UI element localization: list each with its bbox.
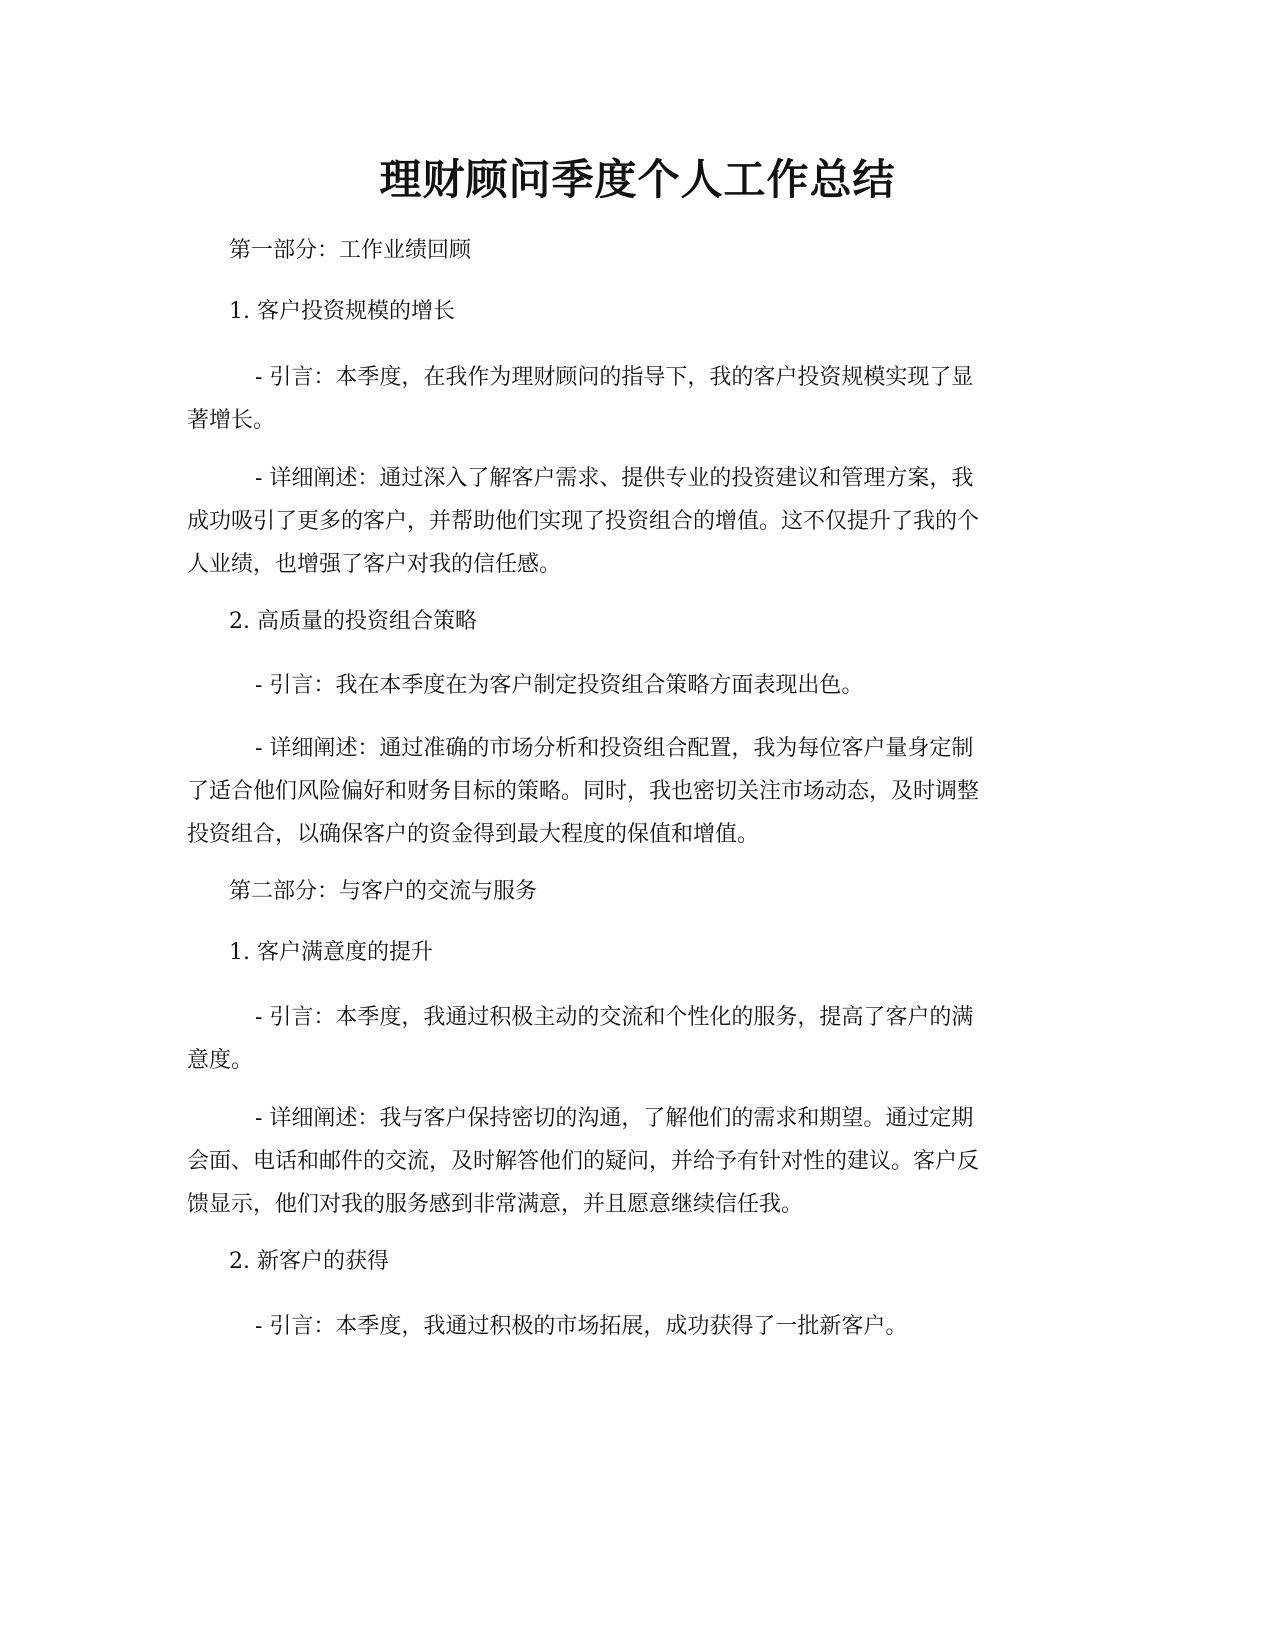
paragraph-line: 会面、电话和邮件的交流，及时解答他们的疑问，并给予有针对性的建议。客户反 [187, 1149, 980, 1174]
paragraph-2-1-detail [187, 1097, 1087, 1226]
subsection-label-1-2: 2. 高质量的投资组合策略 [229, 609, 477, 634]
paragraph-line: - 引言：本季度，在我作为理财顾问的指导下，我的客户投资规模实现了显 [255, 365, 974, 390]
section-heading-part2: 第二部分：与客户的交流与服务 [229, 879, 538, 904]
subsection-label-1-1: 1. 客户投资规模的增长 [229, 299, 455, 324]
paragraph-line: 人业绩，也增强了客户对我的信任感。 [187, 552, 562, 577]
paragraph-line: 投资组合，以确保客户的资金得到最大程度的保值和增值。 [187, 822, 760, 847]
paragraph-line: 馈显示，他们对我的服务感到非常满意，并且愿意继续信任我。 [187, 1192, 804, 1217]
paragraph-line: 了适合他们风险偏好和财务目标的策略。同时，我也密切关注市场动态，及时调整 [187, 779, 980, 804]
paragraph-line: 著增长。 [187, 408, 276, 433]
paragraph-line: - 引言：本季度，我通过积极的市场拓展，成功获得了一批新客户。 [255, 1314, 908, 1339]
document-title: 理财顾问季度个人工作总结 [379, 155, 896, 204]
paragraph-line: - 详细阐述：我与客户保持密切的沟通，了解他们的需求和期望。通过定期 [255, 1106, 974, 1131]
paragraph-1-2-intro [187, 664, 1087, 707]
paragraph-line: 成功吸引了更多的客户，并帮助他们实现了投资组合的增值。这不仅提升了我的个 [187, 509, 980, 534]
paragraph-1-1-detail [187, 457, 1087, 586]
paragraph-line: - 详细阐述：通过深入了解客户需求、提供专业的投资建议和管理方案，我 [255, 466, 974, 491]
paragraph-2-2-intro [187, 1305, 1087, 1348]
subsection-label-2-2: 2. 新客户的获得 [229, 1249, 389, 1274]
section-heading-part1: 第一部分：工作业绩回顾 [229, 238, 472, 263]
paragraph-1-1-intro [187, 356, 1087, 442]
paragraph-line: - 引言：本季度，我通过积极主动的交流和个性化的服务，提高了客户的满 [255, 1005, 974, 1030]
paragraph-line: - 详细阐述：通过准确的市场分析和投资组合配置，我为每位客户量身定制 [255, 736, 974, 761]
paragraph-1-2-detail [187, 727, 1087, 856]
paragraph-2-1-intro [187, 996, 1087, 1082]
subsection-label-2-1: 1. 客户满意度的提升 [229, 940, 433, 965]
paragraph-line: 意度。 [187, 1048, 254, 1073]
paragraph-line: - 引言：我在本季度在为客户制定投资组合策略方面表现出色。 [255, 673, 864, 698]
